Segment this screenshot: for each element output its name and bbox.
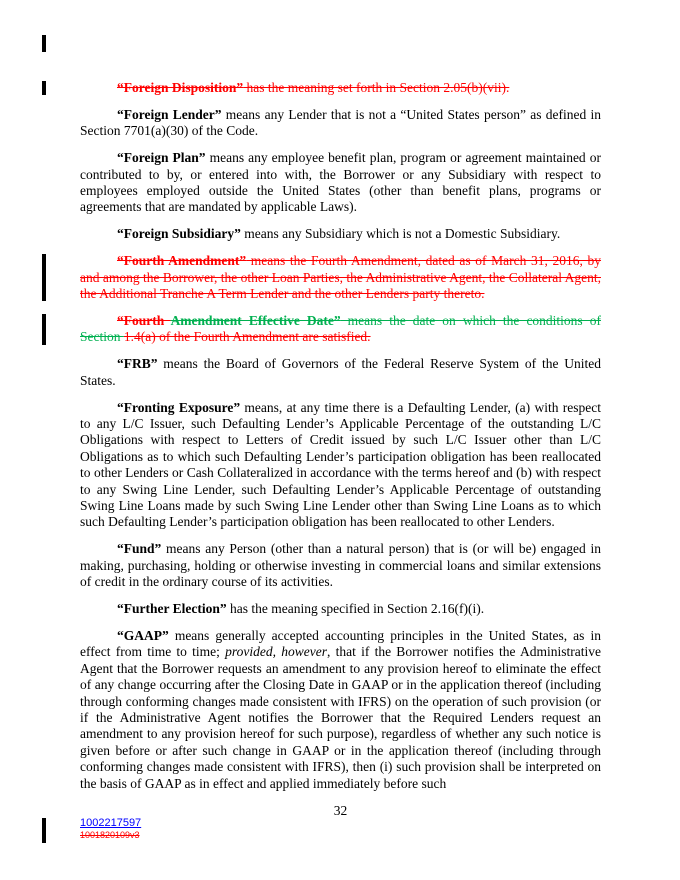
text-segment: “FRB”	[117, 356, 158, 372]
text-segment: means any Person (other than a natural person) that is (or will be) engaged in making, purchasing, holding or otherwise investing in commercial loans and similar extensions of credit in the ordinary course of its activities.	[80, 541, 601, 590]
text-segment: means the Fourth Amendment, dated as of March 31, 2016, by and among the Borrower, the other Loan Parties, the Administrative Agent, the Collateral Agent, the Additional Tranche A Term Lender and the other Lenders party thereto.	[80, 253, 602, 302]
text-segment: 1.4(a) of the Fourth Amendment are satisfied.	[123, 329, 371, 345]
def-gaap	[80, 628, 601, 792]
text-segment: has the meaning specified in Section 2.16(f)(i).	[226, 601, 485, 617]
text-segment: “Fourth	[117, 312, 171, 328]
def-fund	[80, 541, 601, 590]
text-segment: Amendment Effective Date”	[170, 312, 341, 328]
change-bar	[42, 818, 46, 843]
def-fourth-amendment	[80, 253, 601, 302]
def-foreign-plan	[80, 150, 601, 216]
text-segment: “Further Election”	[117, 601, 227, 617]
text-segment: “Foreign Plan”	[117, 150, 206, 166]
prior-doc-id: 1001820109v3	[80, 830, 140, 840]
text-segment: means any employee benefit plan, program or agreement maintained or contributed to by, or entered into with, the Borrower or any Subsidiary with respect to employees employed outside the United States (other than benefit plans, programs or agreements that are mandated by applicable Laws).	[80, 150, 601, 215]
def-fourth-amendment-effective-date	[80, 313, 601, 346]
page-number: 32	[333, 803, 348, 818]
text-segment: “GAAP”	[117, 627, 169, 643]
document-body	[80, 80, 601, 803]
text-segment: means generally accepted accounting principles in the United States, as in effect from time to time;	[80, 627, 601, 660]
def-frb	[80, 356, 601, 389]
document-footer	[80, 817, 141, 841]
text-segment: , that if the Borrower notifies the Administrative Agent that the Borrower requests an amendment to any provision hereof to eliminate the effect of any change occurring after the Closing Date in GAAP or in the application thereof (including through conforming changes made consistent with IFRS) on the operation of such provision (or if the Administrative Agent notifies the Borrower that the Required Lenders request an amendment to any provision hereof for such purpose), regardless of whether any such notice is given before or after such change in GAAP or in the application thereof (including through conforming changes made consistent with IFRS), then (i) such provision shall be interpreted on the basis of GAAP as in effect and applied immediately before such	[80, 644, 601, 791]
def-foreign-disposition	[80, 80, 601, 96]
def-foreign-lender	[80, 107, 601, 140]
text-segment: “Foreign Disposition”	[117, 80, 244, 95]
text-segment: has the meaning set forth in Section 2.05(b)(vii).	[243, 80, 510, 95]
change-bar	[42, 35, 46, 52]
text-segment: means the date on which the conditions of Section	[80, 312, 601, 345]
text-segment: means any Lender that is not a “United States person” as defined in Section 7701(a)(30) of the Code.	[80, 106, 602, 139]
text-segment: means the Board of Governors of the Federal Reserve System of the United States.	[80, 356, 601, 388]
text-segment: “Fronting Exposure”	[117, 399, 241, 415]
def-fronting-exposure	[80, 400, 601, 531]
text-segment: means any Subsidiary which is not a Domestic Subsidiary.	[240, 226, 561, 242]
text-segment: “Foreign Lender”	[117, 106, 222, 122]
def-further-election	[80, 601, 601, 617]
text-segment: provided, however	[225, 644, 327, 660]
text-segment: “Fund”	[117, 541, 162, 557]
text-segment: “Fourth Amendment”	[117, 253, 247, 269]
def-foreign-subsidiary	[80, 226, 601, 242]
text-segment: “Foreign Subsidiary”	[117, 226, 241, 242]
doc-id-link[interactable]: 1002217597	[80, 817, 142, 829]
text-segment: means, at any time there is a Defaulting Lender, (a) with respect to any L/C Issuer, such Defaulting Lender’s Applicable Percentage of the outstanding L/C Obligations with respect to Letters of Credit issued by such L/C Issuer other than L/C Obligations as to which such Defaulting Lender’s participation obligation has been reallocated to other Lenders or Cash Collateralized in accordance with the terms hereof and (b) with respect to any Swing Line Lender, such Defaulting Lender’s Applicable Percentage of outstanding Swing Line Loans made by such Swing Line Lender other than Swing Line Loans as to which such Defaulting Lender’s participation obligation has been reallocated to other Lenders.	[80, 399, 601, 530]
